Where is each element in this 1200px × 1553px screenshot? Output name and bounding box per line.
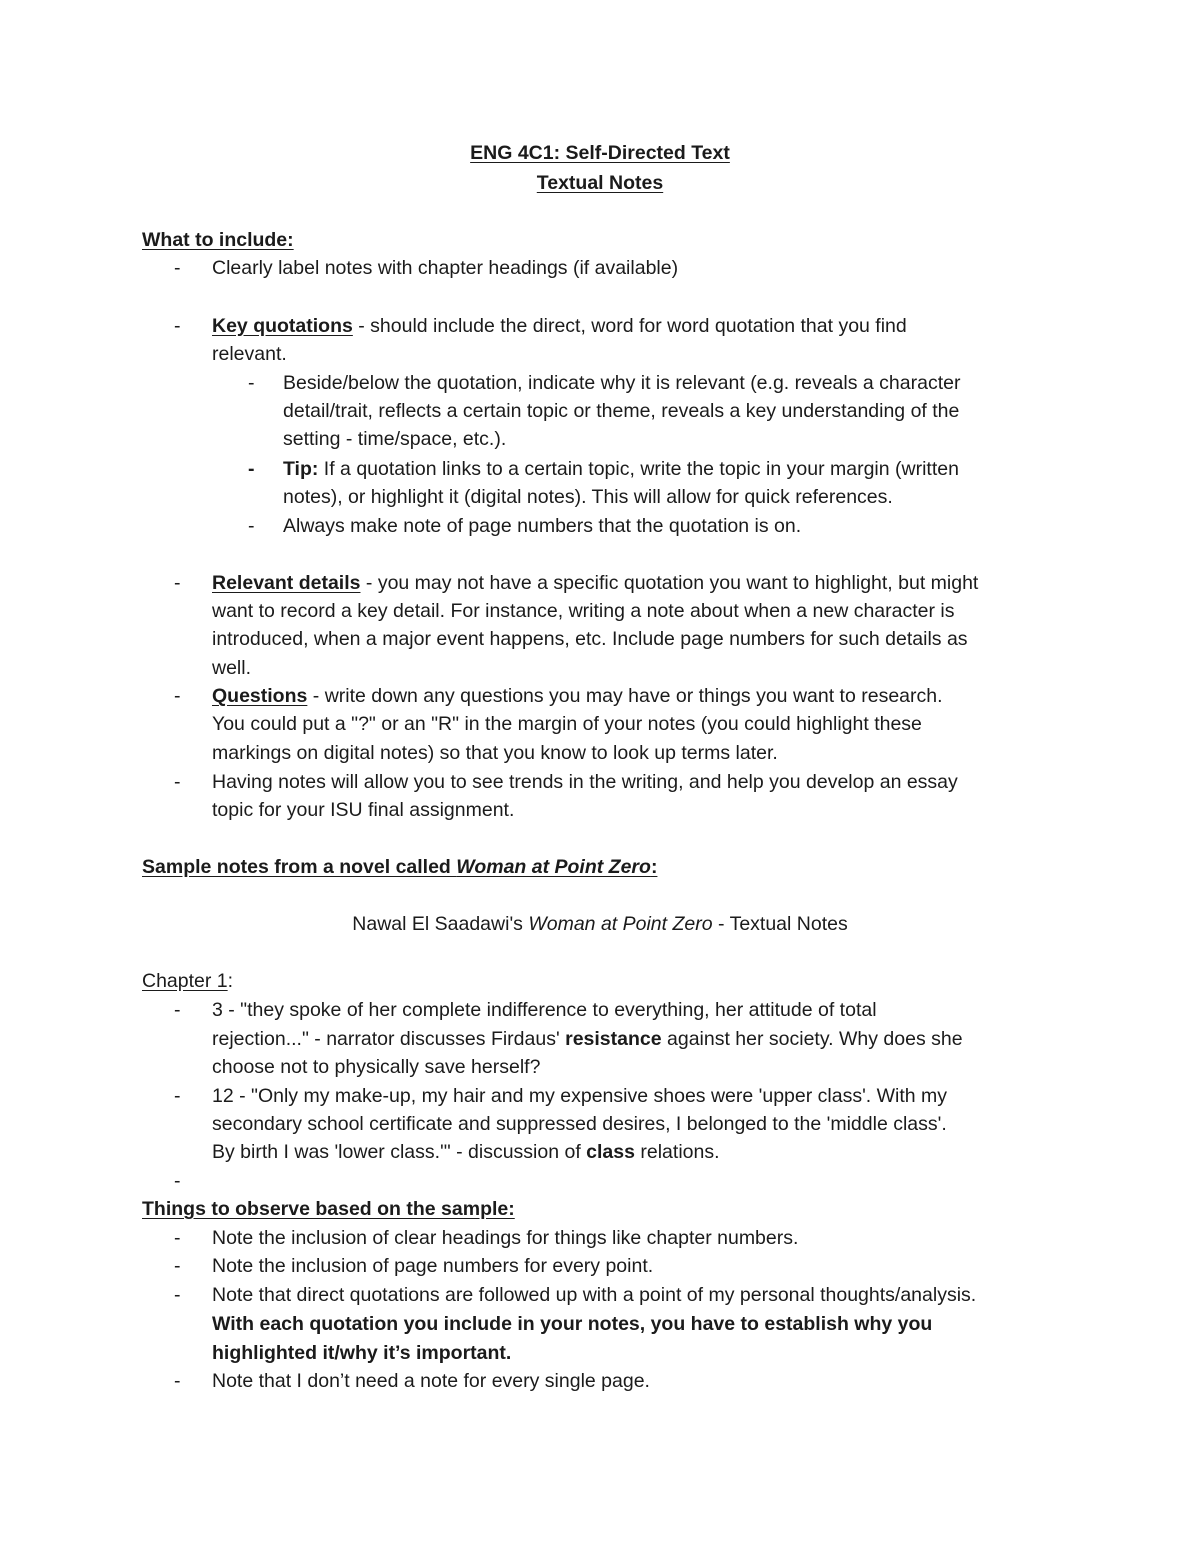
chapter-label: Chapter 1	[142, 970, 228, 992]
list-item: Note the inclusion of clear headings for things like chapter numbers.	[212, 1227, 799, 1249]
heading-text: :	[650, 856, 658, 878]
sample-notes-title	[0, 910, 1200, 939]
term-tip: Tip:	[283, 458, 319, 480]
bullet-dash: -	[174, 257, 181, 279]
title-text: Nawal El Saadawi's	[352, 913, 529, 935]
note-item-continuation	[212, 1138, 720, 1167]
note-keyword: class	[586, 1141, 635, 1163]
sub-list-item-continuation: detail/trait, reflects a certain topic or theme, reveals a key understanding of the	[283, 400, 960, 422]
title-book: Woman at Point Zero	[528, 913, 713, 935]
bullet-dash: -	[174, 999, 181, 1021]
section-heading-things-to-observe: Things to observe based on the sample:	[142, 1198, 515, 1220]
list-item	[212, 682, 943, 711]
list-item: Note the inclusion of page numbers for every point.	[212, 1255, 654, 1277]
list-item: Having notes will allow you to see trends in the writing, and help you develop an essay	[212, 771, 958, 793]
bullet-dash: -	[174, 1284, 181, 1306]
bullet-dash: -	[174, 315, 181, 337]
note-item: 3 - "they spoke of her complete indifference to everything, her attitude of total	[212, 999, 877, 1021]
section-heading-what-to-include: What to include:	[142, 229, 294, 251]
bullet-dash: -	[248, 458, 255, 480]
list-item-continuation: topic for your ISU final assignment.	[212, 799, 515, 821]
note-text: against her society. Why does she	[661, 1028, 963, 1050]
list-item-continuation: well.	[212, 657, 252, 679]
bullet-dash: -	[174, 1170, 181, 1192]
list-item	[212, 569, 978, 598]
list-item-emphasis: highlighted it/why it’s important.	[212, 1342, 512, 1364]
bullet-dash: -	[174, 685, 181, 707]
note-text: By birth I was 'lower class.'" - discussion of	[212, 1141, 587, 1163]
list-item-text: - you may not have a specific quotation you want to highlight, but might	[360, 572, 979, 594]
bullet-dash: -	[248, 372, 255, 394]
sub-list-item-continuation: notes), or highlight it (digital notes). This will allow for quick references.	[283, 486, 893, 508]
note-text: rejection..." - narrator discusses Firdaus'	[212, 1028, 566, 1050]
sub-list-item-continuation: setting - time/space, etc.).	[283, 428, 507, 450]
bullet-dash: -	[174, 771, 181, 793]
term-questions: Questions	[212, 685, 308, 707]
sub-list-item: Always make note of page numbers that the quotation is on.	[283, 515, 802, 537]
chapter-colon: :	[227, 970, 234, 992]
note-keyword: resistance	[565, 1028, 662, 1050]
list-item: Note that I don’t need a note for every single page.	[212, 1370, 650, 1392]
note-item-continuation: secondary school certificate and suppressed desires, I belonged to the 'middle class'.	[212, 1113, 947, 1135]
bullet-dash: -	[174, 572, 181, 594]
list-item-continuation: introduced, when a major event happens, etc. Include page numbers for such details as	[212, 628, 968, 650]
list-item-continuation: You could put a "?" or an "R" in the margin of your notes (you could highlight these	[212, 713, 922, 735]
list-item-text: - should include the direct, word for word quotation that you find	[352, 315, 907, 337]
note-item-continuation: choose not to physically save herself?	[212, 1056, 541, 1078]
sub-list-item-text: If a quotation links to a certain topic, write the topic in your margin (written	[318, 458, 959, 480]
section-heading-sample-notes	[142, 853, 657, 882]
note-item-continuation	[212, 1025, 963, 1054]
note-text: relations.	[634, 1141, 720, 1163]
title-text: - Textual Notes	[712, 913, 848, 935]
heading-book-title: Woman at Point Zero	[456, 856, 651, 878]
list-item	[212, 312, 907, 341]
bullet-dash: -	[174, 1085, 181, 1107]
term-key-quotations: Key quotations	[212, 315, 353, 337]
list-item: Note that direct quotations are followed up with a point of my personal thoughts/analysis.	[212, 1284, 977, 1306]
list-item-text: - write down any questions you may have or things you want to research.	[307, 685, 943, 707]
bullet-dash: -	[248, 515, 255, 537]
sub-list-item	[283, 455, 959, 484]
chapter-heading	[142, 967, 233, 996]
note-item: 12 - "Only my make-up, my hair and my expensive shoes were 'upper class'. With my	[212, 1085, 948, 1107]
list-item: Clearly label notes with chapter headings (if available)	[212, 257, 679, 279]
document-title: ENG 4C1: Self-Directed Text	[470, 142, 730, 164]
list-item-continuation: relevant.	[212, 343, 287, 365]
list-item-continuation: want to record a key detail. For instance, writing a note about when a new character is	[212, 600, 955, 622]
term-relevant-details: Relevant details	[212, 572, 361, 594]
bullet-dash: -	[174, 1227, 181, 1249]
bullet-dash: -	[174, 1255, 181, 1277]
sub-list-item: Beside/below the quotation, indicate why it is relevant (e.g. reveals a character	[283, 372, 961, 394]
bullet-dash: -	[174, 1370, 181, 1392]
heading-text: Sample notes from a novel called	[142, 856, 457, 878]
list-item-emphasis: With each quotation you include in your notes, you have to establish why you	[212, 1313, 933, 1335]
list-item-continuation: markings on digital notes) so that you know to look up terms later.	[212, 742, 778, 764]
document-subtitle: Textual Notes	[536, 172, 664, 194]
